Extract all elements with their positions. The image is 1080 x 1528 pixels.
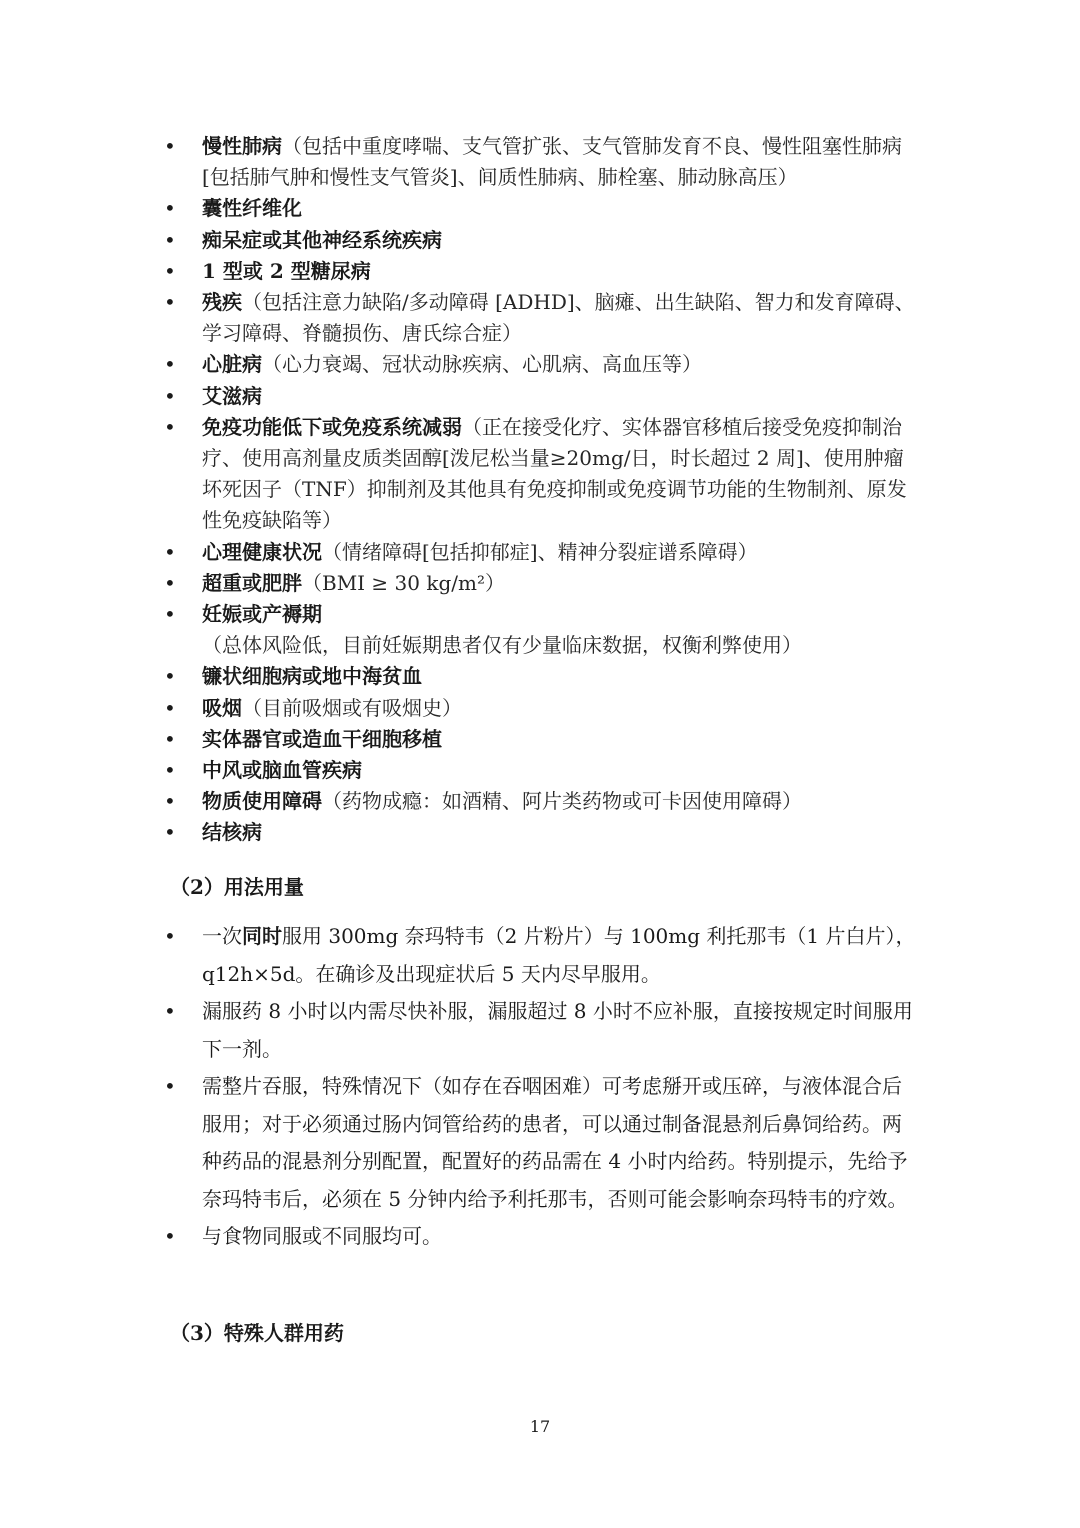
list-item <box>160 349 920 380</box>
item-term: 超重或肥胖 <box>202 570 302 595</box>
bullet: • <box>164 290 176 315</box>
item-term: 实体器官或造血干细胞移植 <box>202 726 442 751</box>
list-item <box>160 193 920 224</box>
bullet: • <box>164 1224 176 1248</box>
bullet: • <box>164 414 176 439</box>
list-item <box>160 724 920 755</box>
item-desc: （总体风险低，目前妊娠期患者仅有少量临床数据，权衡利弊使用） <box>202 633 802 658</box>
bullet: • <box>164 820 176 845</box>
list-item <box>160 693 920 724</box>
list-item <box>160 381 920 412</box>
item-term: 1 型或 2 型糖尿病 <box>202 258 371 283</box>
list-item <box>160 755 920 786</box>
section-heading-dosage: （2）用法用量 <box>170 875 304 899</box>
item-desc: （包括中重度哮喘、支气管扩张、支气管肺发育不良、慢性阻塞性肺病[包括肺气肿和慢性支气管炎]、间质性肺病、肺栓塞、肺动脉高压） <box>202 134 902 190</box>
item-desc: （BMI ≥ 30 kg/m²） <box>302 570 505 595</box>
list-item <box>160 256 920 287</box>
bullet: • <box>164 758 176 783</box>
list-item <box>160 412 920 537</box>
item-term: 结核病 <box>202 820 262 845</box>
bullet: • <box>164 602 176 627</box>
item-term: 免疫功能低下或免疫系统减弱 <box>202 414 462 439</box>
item-text: 需整片吞服，特殊情况下（如存在吞咽困难）可考虑掰开或压碎，与液体混合后服用；对于必须通过肠内饲管给药的患者，可以通过制备混悬剂后鼻饲给药。两种药品的混悬剂分别配置，配置好的药品需在 4 小时内给药。特别提示，先给予奈玛特韦后，必须在 5 分钟内给予利托那韦，否则可能会影响奈玛特韦的疗效。 <box>202 1074 908 1211</box>
bullet: • <box>164 664 176 689</box>
list-item <box>160 131 920 193</box>
list-item <box>160 599 920 661</box>
bullet: • <box>164 258 176 283</box>
item-term: 中风或脑血管疾病 <box>202 758 362 783</box>
item-term: 心理健康状况 <box>202 539 322 564</box>
item-desc: （目前吸烟或有吸烟史） <box>242 695 462 720</box>
list-item <box>160 817 920 848</box>
item-desc: （情绪障碍[包括抑郁症]、精神分裂症谱系障碍） <box>322 539 758 564</box>
bullet: • <box>164 134 176 158</box>
item-text-pre: 一次 <box>202 924 242 948</box>
item-term: 物质使用障碍 <box>202 789 322 814</box>
item-term: 残疾 <box>202 290 242 315</box>
risk-factor-list <box>160 131 920 849</box>
bullet: • <box>164 383 176 408</box>
item-term: 镰状细胞病或地中海贫血 <box>202 664 422 689</box>
item-term: 心脏病 <box>202 352 262 377</box>
item-term: 艾滋病 <box>202 383 262 408</box>
list-item <box>160 1218 920 1256</box>
dosage-list <box>160 918 920 1256</box>
bullet: • <box>164 570 176 595</box>
item-term: 慢性肺病 <box>202 134 282 158</box>
list-item <box>160 786 920 817</box>
bullet: • <box>164 726 176 751</box>
item-term: 囊性纤维化 <box>202 196 302 221</box>
item-term: 痴呆症或其他神经系统疾病 <box>202 227 442 252</box>
item-desc: （包括注意力缺陷/多动障碍 [ADHD]、脑瘫、出生缺陷、智力和发育障碍、学习障碍、脊髓损伤、唐氏综合症） <box>202 290 915 346</box>
bullet: • <box>164 695 176 720</box>
item-desc: （心力衰竭、冠状动脉疾病、心肌病、高血压等） <box>262 352 702 377</box>
bullet: • <box>164 196 176 221</box>
list-item <box>160 661 920 692</box>
item-desc: （正在接受化疗、实体器官移植后接受免疫抑制治疗、使用高剂量皮质类固醇[泼尼松当量≥20mg/日，时长超过 2 周]、使用肿瘤坏死因子（TNF）抑制剂及其他具有免疫抑制或免疫调节功能的生物制剂、原发性免疫缺陷等） <box>202 414 907 533</box>
list-item <box>160 537 920 568</box>
list-item <box>160 568 920 599</box>
item-desc: （药物成瘾：如酒精、阿片类药物或可卡因使用障碍） <box>322 789 802 814</box>
bullet: • <box>164 999 176 1023</box>
list-item <box>160 225 920 256</box>
item-text-post: 服用 300mg 奈玛特韦（2 片粉片）与 100mg 利托那韦（1 片白片），q12h×5d。在确诊及出现症状后 5 天内尽早服用。 <box>202 924 916 986</box>
list-item <box>160 993 920 1068</box>
bullet: • <box>164 1074 176 1098</box>
bullet: • <box>164 227 176 252</box>
page-number: 17 <box>529 1417 551 1436</box>
item-text-bold: 同时 <box>242 924 282 948</box>
list-item <box>160 918 920 993</box>
list-item <box>160 287 920 349</box>
bullet: • <box>164 924 176 948</box>
bullet: • <box>164 539 176 564</box>
item-text: 漏服药 8 小时以内需尽快补服，漏服超过 8 小时不应补服，直接按规定时间服用下一剂。 <box>202 999 913 1061</box>
section-heading-special-populations: （3）特殊人群用药 <box>170 1321 344 1345</box>
list-item <box>160 1068 920 1218</box>
bullet: • <box>164 352 176 377</box>
item-term: 妊娠或产褥期 <box>202 602 322 627</box>
item-term: 吸烟 <box>202 695 242 720</box>
item-text: 与食物同服或不同服均可。 <box>202 1224 442 1248</box>
bullet: • <box>164 789 176 814</box>
